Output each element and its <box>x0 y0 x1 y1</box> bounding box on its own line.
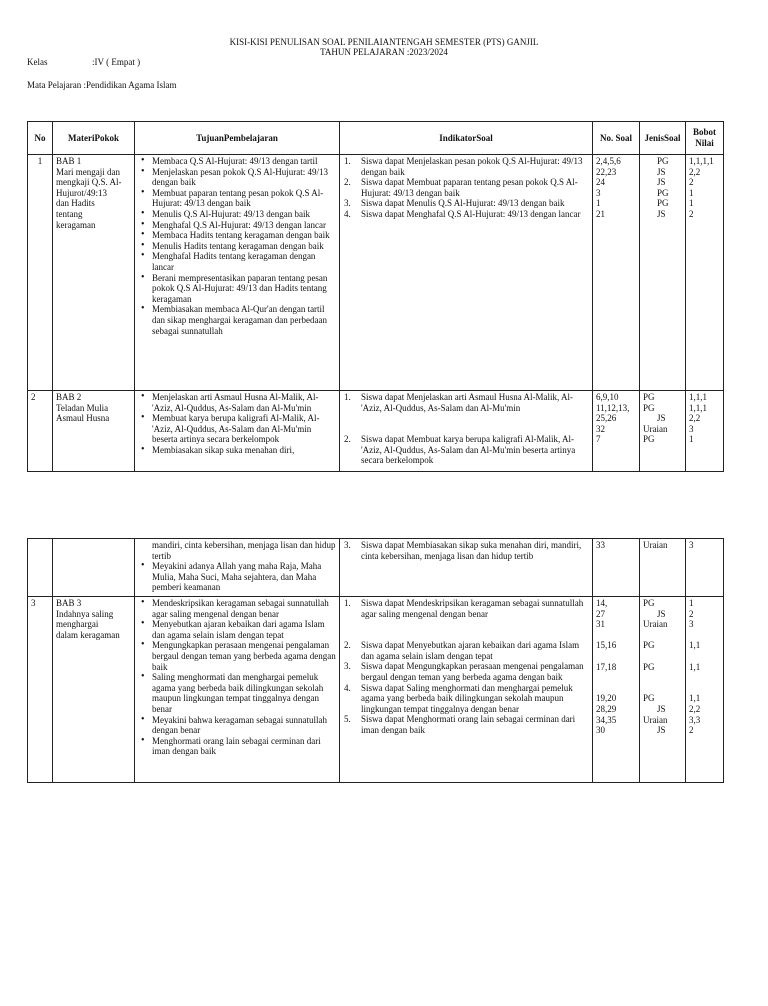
jenis-cell: PG JS JS PG PG JS <box>640 155 686 391</box>
list-item: • Mengungkapkan perasaan mengenai pengalaman bergaul dengan teman yang berbeda agama dengan baik <box>152 640 336 672</box>
tujuan-cell <box>135 597 340 783</box>
col-tujuan: TujuanPembelajaran <box>135 122 340 155</box>
kelas-label: Kelas <box>27 57 48 67</box>
col-jenis: JenisSoal <box>640 122 686 155</box>
kelas-value: :IV ( Empat ) <box>92 57 141 67</box>
row-no: 2 <box>28 391 53 472</box>
indikator-cell <box>340 155 593 391</box>
table-row <box>28 391 724 472</box>
kisi-table-page1 <box>27 121 724 472</box>
list-item: • Meyakini adanya Allah yang maha Raja, Maha Mulia, Maha Suci, Maha sejahtera, dan Maha pemberi keamanan <box>152 561 336 593</box>
tujuan-cell <box>135 391 340 472</box>
row-no <box>28 539 53 597</box>
no-soal-cell: 33 <box>593 539 640 597</box>
col-bobot: Bobot Nilai <box>686 122 724 155</box>
list-item: 1. Siswa dapat Mendeskripsikan keragaman sebagai sunnatullah agar saling mengenal dengan benar <box>344 598 584 619</box>
tujuan-cell <box>135 155 340 391</box>
list-item: • Menulis Hadits tentang keragaman dengan baik <box>152 241 336 252</box>
list-item: 2. Siswa dapat Menyebutkan ajaran kebaikan dari agama Islam dan agama selain islam dengan tepat <box>344 640 580 661</box>
table-row <box>28 597 724 783</box>
list-item: • Menulis Q.S Al-Hujurat: 49/13 dengan baik <box>152 209 336 220</box>
list-item: • Menjelaskan pesan pokok Q.S Al-Hujurat: 49/13 dengan baik <box>152 167 336 188</box>
list-item: • Menyebutkan ajaran kebaikan dari agama Islam dan agama selain islam dengan tepat <box>152 619 336 640</box>
table-header-row <box>28 122 724 155</box>
mata-pelajaran: Mata Pelajaran :Pendidikan Agama Islam <box>27 80 177 90</box>
list-item: • Membiasakan membaca Al-Qur'an dengan tartil dan sikap menghargai keragaman dan perbedaan sebagai sunnatullah <box>152 304 336 336</box>
list-item: 3. Siswa dapat Mengungkapkan perasaan mengenai pengalaman bergaul dengan teman yang berbeda agama dengan baik <box>344 661 584 682</box>
no-soal-cell: 6,9,10 11,12,13, 25,26 32 7 <box>593 391 640 472</box>
list-item: 1. Siswa dapat Menjelaskan pesan pokok Q.S Al-Hujurat: 49/13 dengan baik <box>344 156 583 177</box>
bobot-cell: 1 2 3 1,1 1,1 1,1 2,2 3,3 2 <box>686 597 724 783</box>
table-row <box>28 155 724 391</box>
list-item: 5. Siswa dapat Menghormati orang lain sebagai cerminan dari iman dengan baik <box>344 714 576 735</box>
jenis-cell: Uraian <box>640 539 686 597</box>
materi-cell <box>53 539 135 597</box>
jenis-cell: PG PG JS Uraian PG <box>640 391 686 472</box>
col-no-soal: No. Soal <box>593 122 640 155</box>
materi-cell: BAB 2 Teladan Mulia Asmaul Husna <box>53 391 135 472</box>
list-item: 2. Siswa dapat Membuat paparan tentang pesan pokok Q.S Al-Hujurat: 49/13 dengan baik <box>344 177 578 198</box>
bobot-cell: 3 <box>686 539 724 597</box>
tujuan-cell <box>135 539 340 597</box>
list-item: 3. Siswa dapat Menulis Q.S Al-Hujurat: 49/13 dengan baik <box>344 198 565 209</box>
list-item: • Menghormati orang lain sebagai cerminan dari iman dengan baik <box>152 736 336 757</box>
list-item: • Berani mempresentasikan paparan tentang pesan pokok Q.S Al-Hujurat: 49/13 dan Hadits tentang keragaman <box>152 273 336 305</box>
list-item: 1. Siswa dapat Menjelaskan arti Asmaul Husna Al-Malik, Al-'Aziz, Al-Quddus, As-Salam dan Al-Mu'min <box>344 392 573 413</box>
tujuan-continued: mandiri, cinta kebersihan, menjaga lisan dan hidup tertib <box>152 540 336 561</box>
bobot-cell: 1,1,1 1,1,1 2,2 3 1 <box>686 391 724 472</box>
indikator-cell <box>340 391 593 472</box>
col-indikator: IndikatorSoal <box>340 122 593 155</box>
materi-cell: BAB 3 Indahnya saling menghargai dalam keragaman <box>53 597 135 783</box>
row-no: 3 <box>28 597 53 783</box>
list-item: • Menjelaskan arti Asmaul Husna Al-Malik, Al-'Aziz, Al-Quddus, As-Salam dan Al-Mu'min <box>152 392 336 413</box>
doc-title: KISI-KISI PENULISAN SOAL PENILAIANTENGAH SEMESTER (PTS) GANJIL <box>229 37 539 47</box>
list-item: • Saling menghormati dan menghargai pemeluk agama yang berbeda baik dilingkungan sekolah maupun lingkungan tempat tinggalnya dengan benar <box>152 672 336 714</box>
list-item: • Membiasakan sikap suka menahan diri, <box>152 445 336 456</box>
list-item: 4. Siswa dapat Saling menghormati dan menghargai pemeluk agama yang berbeda baik dilingkungan sekolah maupun lingkungan tempat tinggalnya dengan benar <box>344 682 573 714</box>
indikator-cell <box>340 597 593 783</box>
list-item: • Meyakini bahwa keragaman sebagai sunnatullah dengan benar <box>152 715 336 736</box>
col-materi: MateriPokok <box>53 122 135 155</box>
table-row <box>28 539 724 597</box>
list-item: • Menghafal Hadits tentang keragaman dengan lancar <box>152 251 336 272</box>
list-item: 2. Siswa dapat Membuat karya berupa kaligrafi Al-Malik, Al-'Aziz, Al-Quddus, As-Salam dan Al-Mu'min beserta artinya secara berkelompok <box>344 434 576 466</box>
list-item: • Membaca Hadits tentang keragaman dengan baik <box>152 230 336 241</box>
no-soal-cell: 14, 27 31 15,16 17,18 19,20 28,29 34,35 30 <box>593 597 640 783</box>
list-item: • Membuat paparan tentang pesan pokok Q.S Al-Hujurat: 49/13 dengan baik <box>152 188 336 209</box>
list-item: • Mendeskripsikan keragaman sebagai sunnatullah agar saling mengenal dengan benar <box>152 598 336 619</box>
list-item: 3. Siswa dapat Membiasakan sikap suka menahan diri, mandiri, cinta kebersihan, menjaga lisan dan hidup tertib <box>344 540 582 561</box>
bobot-cell: 1,1,1,1 2,2 2 1 1 2 <box>686 155 724 391</box>
row-no: 1 <box>28 155 53 391</box>
materi-cell: BAB 1 Mari mengaji dan mengkaji Q.S. Al- Hujurot/49:13 dan Hadits tentang keragaman <box>53 155 135 391</box>
list-item: • Membuat karya berupa kaligrafi Al-Malik, Al-'Aziz, Al-Quddus, As-Salam dan Al-Mu'min beserta artinya secara berkelompok <box>152 413 336 445</box>
jenis-cell: PG JS Uraian PG PG PG JS Uraian JS <box>640 597 686 783</box>
list-item: • Menghafal Q.S Al-Hujurat: 49/13 dengan lancar <box>152 220 336 231</box>
col-no: No <box>28 122 53 155</box>
no-soal-cell: 2,4,5,6 22,23 24 3 1 21 <box>593 155 640 391</box>
indikator-cell <box>340 539 593 597</box>
doc-subtitle: TAHUN PELAJARAN :2023/2024 <box>320 47 448 57</box>
kisi-table-page2 <box>27 538 724 783</box>
list-item: 4. Siswa dapat Menghafal Q.S Al-Hujurat: 49/13 dengan lancar <box>344 208 581 219</box>
list-item: • Membaca Q.S Al-Hujurat: 49/13 dengan tartil <box>152 156 336 167</box>
